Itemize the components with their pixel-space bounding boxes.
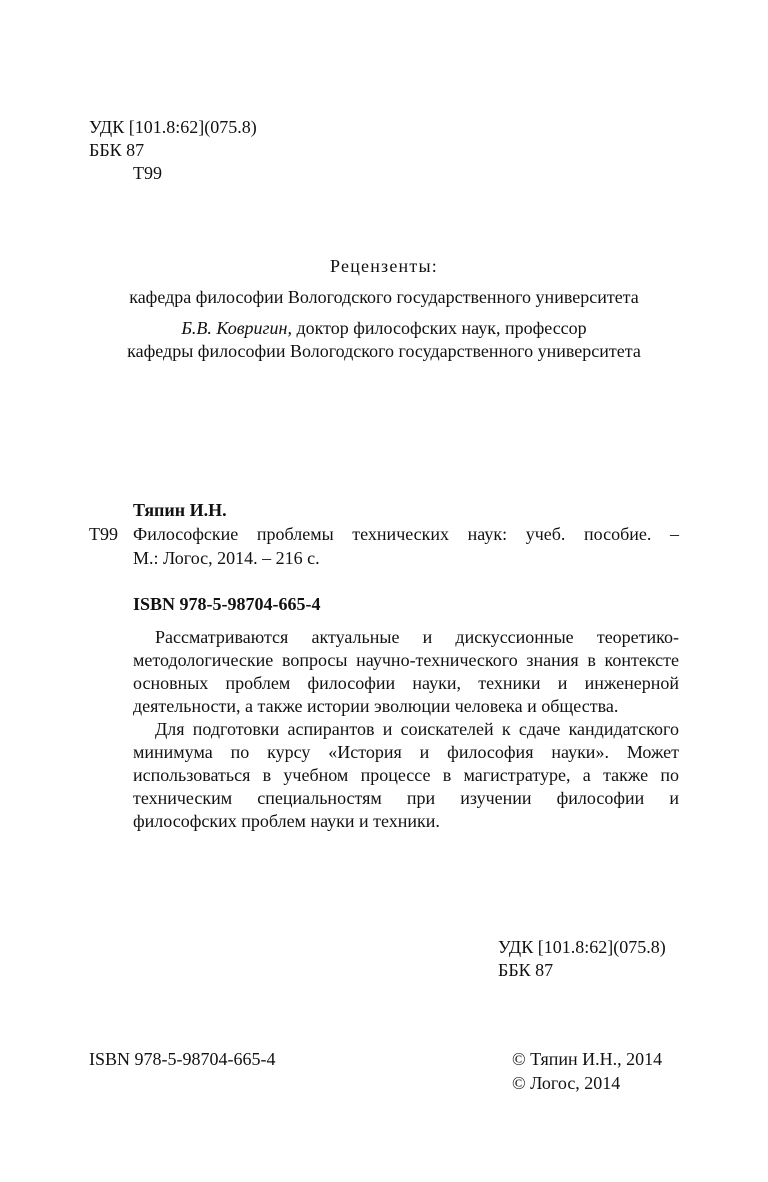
bbk-code-bottom: ББК 87 bbox=[498, 960, 554, 980]
author-mark: Т99 bbox=[133, 163, 162, 183]
udk-code: УДК [101.8:62](075.8) bbox=[89, 117, 257, 137]
author-name: Тяпин И.Н. bbox=[133, 500, 227, 520]
annotation-paragraph-2: Для подготовки аспирантов и соискателей к сдаче кандидатского минимума по курсу «История и философия науки». Может использоваться в учебном процессе в магистратуре, а также по техническим специальностям при изучении философии и философских проблем науки и техники. bbox=[133, 719, 679, 831]
isbn-footer: ISBN 978-5-98704-665-4 bbox=[89, 1049, 276, 1069]
book-title: Философские проблемы технических наук: учеб. пособие. – bbox=[133, 524, 679, 544]
annotation-paragraph-1: Рассматриваются актуальные и дискуссионные теоретико-методологические вопросы научно-технического знания в контексте основных проблем философии науки, техники и инженерной деятельности, а также истории эволюции человека и общества. bbox=[133, 627, 679, 716]
udk-code-bottom: УДК [101.8:62](075.8) bbox=[498, 937, 666, 957]
copyright-author: © Тяпин И.Н., 2014 bbox=[512, 1049, 663, 1069]
reviewer-person bbox=[0, 317, 768, 340]
annotation bbox=[133, 626, 679, 833]
copyright-publisher: © Логос, 2014 bbox=[512, 1073, 621, 1093]
isbn-main: ISBN 978-5-98704-665-4 bbox=[133, 594, 321, 614]
classification-block-bottom bbox=[498, 936, 666, 982]
publisher-info: М.: Логос, 2014. – 216 с. bbox=[133, 548, 320, 568]
copyright-block bbox=[512, 1048, 662, 1096]
reviewer-name: Б.В. Ковригин, bbox=[181, 318, 292, 338]
reviewer-affiliation: кафедры философии Вологодского государственного университета bbox=[127, 341, 641, 361]
classification-block-top bbox=[89, 116, 257, 185]
bbk-code: ББК 87 bbox=[89, 140, 145, 160]
reviewer-title: доктор философских наук, профессор bbox=[291, 318, 587, 338]
reviewers-heading: Рецензенты: bbox=[330, 256, 438, 276]
reviewers-block bbox=[0, 255, 768, 363]
bibliography-author-mark: Т99 bbox=[89, 524, 118, 544]
reviewer-department: кафедра философии Вологодского государственного университета bbox=[129, 287, 639, 307]
